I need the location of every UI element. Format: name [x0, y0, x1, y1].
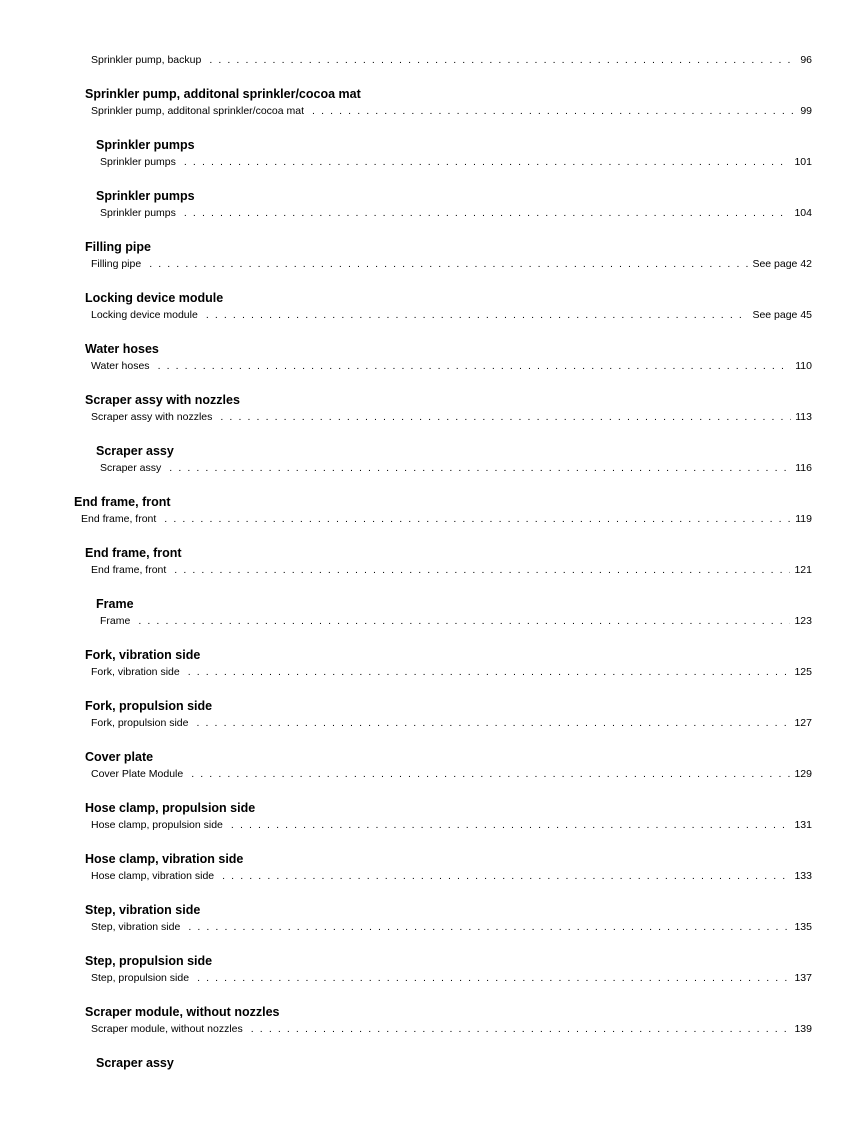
toc-entry-label: Fork, propulsion side	[91, 717, 189, 729]
section-heading: Water hoses	[85, 342, 159, 356]
toc-entry[interactable]	[91, 1023, 812, 1035]
toc-page-number: 121	[794, 564, 812, 576]
dot-leader	[158, 360, 792, 372]
toc-page-number: 116	[795, 462, 812, 474]
toc-entry-label: Step, propulsion side	[91, 972, 190, 984]
section-heading: Step, vibration side	[85, 903, 201, 917]
section-heading: Locking device module	[85, 291, 224, 305]
toc-entry-label: End frame, front	[81, 513, 157, 525]
section-heading: End frame, front	[85, 546, 182, 560]
section-heading: Scraper assy	[96, 1056, 174, 1070]
toc-page-number: 127	[794, 717, 812, 729]
toc-entry-label: End frame, front	[91, 564, 167, 576]
toc-page-number: See page 45	[752, 309, 812, 321]
section-heading: Scraper module, without nozzles	[85, 1005, 280, 1019]
dot-leader	[184, 207, 791, 219]
toc-entry-label: Scraper assy with nozzles	[91, 411, 213, 423]
section-heading: Scraper assy with nozzles	[85, 393, 240, 407]
toc-entry[interactable]	[91, 819, 812, 831]
toc-entry[interactable]	[91, 717, 812, 729]
toc-entry-label: Sprinkler pumps	[100, 156, 176, 168]
toc-page-number: 99	[800, 105, 812, 117]
section-heading: Step, propulsion side	[85, 954, 213, 968]
section-heading: Sprinkler pumps	[96, 189, 195, 203]
dot-leader	[197, 972, 790, 984]
toc-page-number: 137	[794, 972, 812, 984]
toc-entry-label: Locking device module	[91, 309, 198, 321]
section-heading: Hose clamp, vibration side	[85, 852, 244, 866]
toc-entry[interactable]	[100, 462, 812, 474]
section-heading: End frame, front	[74, 495, 171, 509]
toc-entry[interactable]	[100, 207, 812, 219]
toc-page-number: 96	[800, 54, 812, 66]
section-heading: Scraper assy	[96, 444, 174, 458]
toc-entry[interactable]	[91, 411, 812, 423]
dot-leader	[164, 513, 791, 525]
toc-entry[interactable]	[91, 666, 812, 678]
dot-leader	[188, 921, 790, 933]
toc-entry[interactable]	[91, 768, 812, 780]
toc-entry[interactable]	[91, 258, 812, 270]
toc-entry[interactable]	[91, 360, 812, 372]
toc-entry-label: Frame	[100, 615, 131, 627]
toc-entry-label: Filling pipe	[91, 258, 142, 270]
toc-page-number: 129	[794, 768, 812, 780]
section-heading: Hose clamp, propulsion side	[85, 801, 256, 815]
toc-entry[interactable]	[91, 972, 812, 984]
dot-leader	[209, 54, 796, 66]
toc-entry-label: Hose clamp, vibration side	[91, 870, 215, 882]
dot-leader	[188, 666, 791, 678]
section-heading: Sprinkler pumps	[96, 138, 195, 152]
toc-entry-label: Cover Plate Module	[91, 768, 184, 780]
toc-page-number: 119	[795, 513, 812, 525]
toc-page-number: 123	[794, 615, 812, 627]
toc-entry[interactable]	[81, 513, 812, 525]
dot-leader	[174, 564, 790, 576]
toc-page-number: 133	[794, 870, 812, 882]
toc-entry-label: Sprinkler pumps	[100, 207, 176, 219]
section-heading: Cover plate	[85, 750, 154, 764]
dot-leader	[251, 1023, 791, 1035]
dot-leader	[222, 870, 790, 882]
toc-entry[interactable]	[91, 54, 812, 66]
section-heading: Sprinkler pump, additonal sprinkler/cocoa mat	[85, 87, 361, 101]
dot-leader	[206, 309, 749, 321]
section-heading: Filling pipe	[85, 240, 151, 254]
toc-page-number: 101	[794, 156, 812, 168]
toc-page-number: 125	[794, 666, 812, 678]
toc-entry[interactable]	[100, 156, 812, 168]
toc-entry[interactable]	[91, 921, 812, 933]
dot-leader	[149, 258, 748, 270]
toc-page-number: 131	[794, 819, 812, 831]
dot-leader	[184, 156, 791, 168]
toc-page-number: See page 42	[752, 258, 812, 270]
toc-page-number: 135	[794, 921, 812, 933]
toc-page-number: 110	[795, 360, 812, 372]
dot-leader	[231, 819, 791, 831]
toc-entry-label: Fork, vibration side	[91, 666, 180, 678]
toc-entry[interactable]	[91, 105, 812, 117]
toc-entry-label: Scraper assy	[100, 462, 162, 474]
toc-entry-label: Water hoses	[91, 360, 150, 372]
section-heading: Fork, propulsion side	[85, 699, 213, 713]
toc-entry-label: Hose clamp, propulsion side	[91, 819, 223, 831]
section-heading: Frame	[96, 597, 134, 611]
toc-entry-label: Step, vibration side	[91, 921, 181, 933]
dot-leader	[138, 615, 790, 627]
toc-entry-label: Scraper module, without nozzles	[91, 1023, 243, 1035]
dot-leader	[220, 411, 791, 423]
toc-page-number: 104	[794, 207, 812, 219]
toc-entry-label: Sprinkler pump, additonal sprinkler/cocoa mat	[91, 105, 305, 117]
toc-page-number: 113	[795, 411, 812, 423]
dot-leader	[196, 717, 790, 729]
toc-entry[interactable]	[91, 870, 812, 882]
section-heading: Fork, vibration side	[85, 648, 201, 662]
dot-leader	[169, 462, 791, 474]
toc-entry[interactable]	[91, 564, 812, 576]
toc-entry[interactable]	[100, 615, 812, 627]
dot-leader	[312, 105, 796, 117]
toc-page-number: 139	[794, 1023, 812, 1035]
toc-entry-label: Sprinkler pump, backup	[91, 54, 202, 66]
toc-entry[interactable]	[91, 309, 812, 321]
dot-leader	[191, 768, 790, 780]
